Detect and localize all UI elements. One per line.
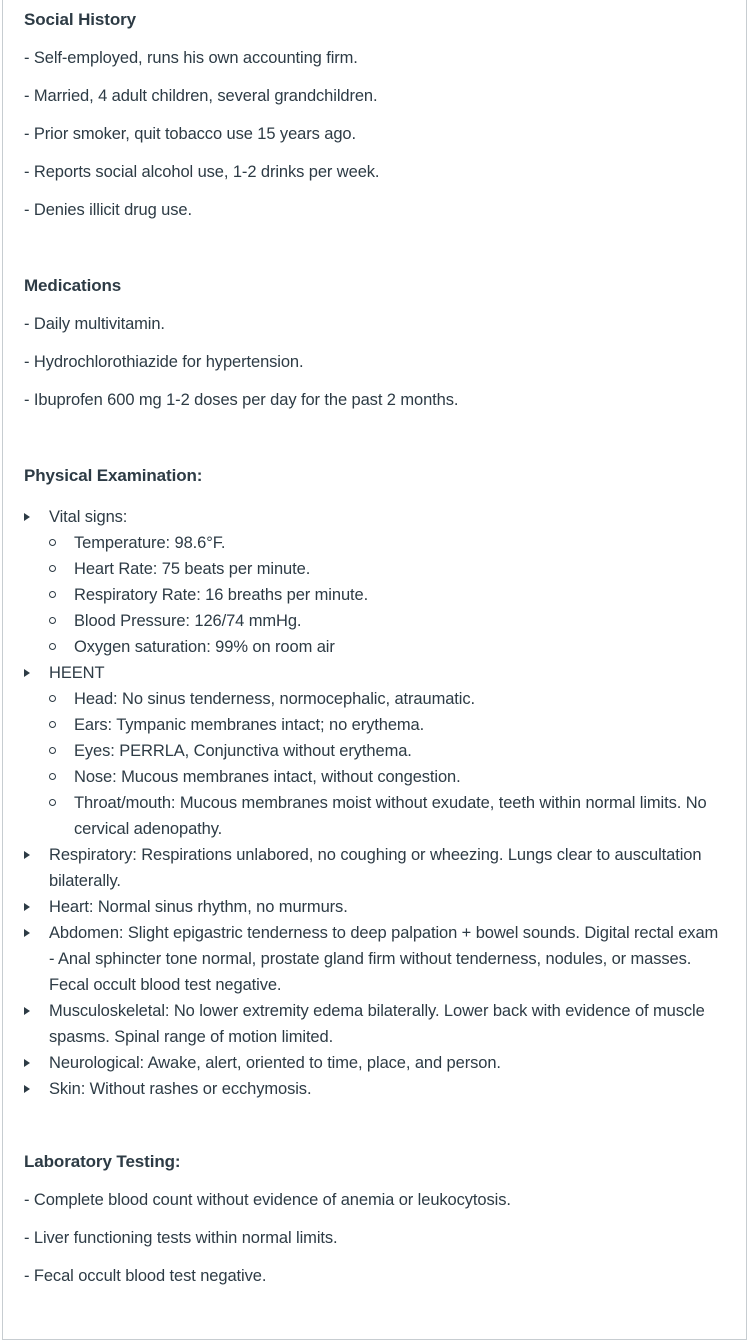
exam-finding-text: Respiratory: Respirations unlabored, no coughing or wheezing. Lungs clear to auscultation bilaterally. <box>49 846 702 890</box>
list-item <box>49 634 724 660</box>
vital-sign-text: Temperature: 98.6°F. <box>74 534 226 552</box>
circle-bullet-icon <box>49 799 56 806</box>
list-item <box>49 582 724 608</box>
list-item <box>49 738 724 764</box>
circle-bullet-icon <box>49 565 56 572</box>
list-item <box>49 686 724 712</box>
list-item <box>49 530 724 556</box>
list-item <box>24 894 724 920</box>
vital-sign-text: Blood Pressure: 126/74 mmHg. <box>74 612 302 630</box>
list-item <box>24 504 724 660</box>
social-history-item: - Self-employed, runs his own accounting firm. <box>24 49 358 67</box>
physical-exam-list <box>24 504 724 1102</box>
laboratory-item: - Complete blood count without evidence of anemia or leukocytosis. <box>24 1191 511 1209</box>
laboratory-heading: Laboratory Testing: <box>24 1152 181 1171</box>
circle-bullet-icon <box>49 643 56 650</box>
social-history-heading: Social History <box>24 10 136 29</box>
bullet-icon <box>24 851 30 859</box>
list-item <box>24 998 724 1050</box>
heent-text: Throat/mouth: Mucous membranes moist without exudate, teeth within normal limits. No cervical adenopathy. <box>74 794 707 838</box>
circle-bullet-icon <box>49 617 56 624</box>
exam-finding-text: Musculoskeletal: No lower extremity edema bilaterally. Lower back with evidence of muscle spasms. Spinal range of motion limited. <box>49 1002 705 1046</box>
exam-finding-text: Skin: Without rashes or ecchymosis. <box>49 1080 312 1098</box>
laboratory-item: - Fecal occult blood test negative. <box>24 1267 267 1285</box>
list-item <box>49 556 724 582</box>
list-item <box>49 712 724 738</box>
bullet-icon <box>24 1085 30 1093</box>
circle-bullet-icon <box>49 747 56 754</box>
bullet-icon <box>24 1059 30 1067</box>
heent-label: HEENT <box>49 664 105 682</box>
list-item <box>24 1076 724 1102</box>
vital-sign-text: Respiratory Rate: 16 breaths per minute. <box>74 586 369 604</box>
social-history-item: - Married, 4 adult children, several grandchildren. <box>24 87 378 105</box>
bullet-icon <box>24 513 30 521</box>
list-item <box>24 842 724 894</box>
list-item <box>24 1050 724 1076</box>
medications-heading: Medications <box>24 276 122 295</box>
vital-signs-label: Vital signs: <box>49 508 128 526</box>
circle-bullet-icon <box>49 721 56 728</box>
list-item <box>24 660 724 842</box>
medication-item: - Daily multivitamin. <box>24 315 165 333</box>
list-item <box>49 790 724 842</box>
heent-text: Head: No sinus tenderness, normocephalic, atraumatic. <box>74 690 475 708</box>
medication-item: - Hydrochlorothiazide for hypertension. <box>24 353 304 371</box>
bullet-icon <box>24 903 30 911</box>
circle-bullet-icon <box>49 773 56 780</box>
vital-sign-text: Oxygen saturation: 99% on room air <box>74 638 335 656</box>
vital-signs-list <box>49 530 724 660</box>
bullet-icon <box>24 929 30 937</box>
laboratory-item: - Liver functioning tests within normal limits. <box>24 1229 338 1247</box>
bullet-icon <box>24 669 30 677</box>
heent-list <box>49 686 724 842</box>
social-history-item: - Denies illicit drug use. <box>24 201 192 219</box>
exam-finding-text: Heart: Normal sinus rhythm, no murmurs. <box>49 898 348 916</box>
list-item <box>49 764 724 790</box>
circle-bullet-icon <box>49 539 56 546</box>
exam-finding-text: Neurological: Awake, alert, oriented to time, place, and person. <box>49 1054 501 1072</box>
circle-bullet-icon <box>49 695 56 702</box>
heent-text: Ears: Tympanic membranes intact; no erythema. <box>74 716 425 734</box>
heent-text: Eyes: PERRLA, Conjunctiva without erythema. <box>74 742 412 760</box>
vital-sign-text: Heart Rate: 75 beats per minute. <box>74 560 311 578</box>
medication-item: - Ibuprofen 600 mg 1-2 doses per day for the past 2 months. <box>24 391 459 409</box>
list-item <box>24 920 724 998</box>
bullet-icon <box>24 1007 30 1015</box>
circle-bullet-icon <box>49 591 56 598</box>
heent-text: Nose: Mucous membranes intact, without congestion. <box>74 768 461 786</box>
physical-exam-heading: Physical Examination: <box>24 466 203 485</box>
social-history-item: - Reports social alcohol use, 1-2 drinks per week. <box>24 163 380 181</box>
exam-finding-text: Abdomen: Slight epigastric tenderness to deep palpation + bowel sounds. Digital rectal exam - Anal sphincter tone normal, prostate gland firm without tenderness, nodules, or masses. Fecal occult blood test negative. <box>49 924 719 994</box>
social-history-item: - Prior smoker, quit tobacco use 15 years ago. <box>24 125 356 143</box>
list-item <box>49 608 724 634</box>
